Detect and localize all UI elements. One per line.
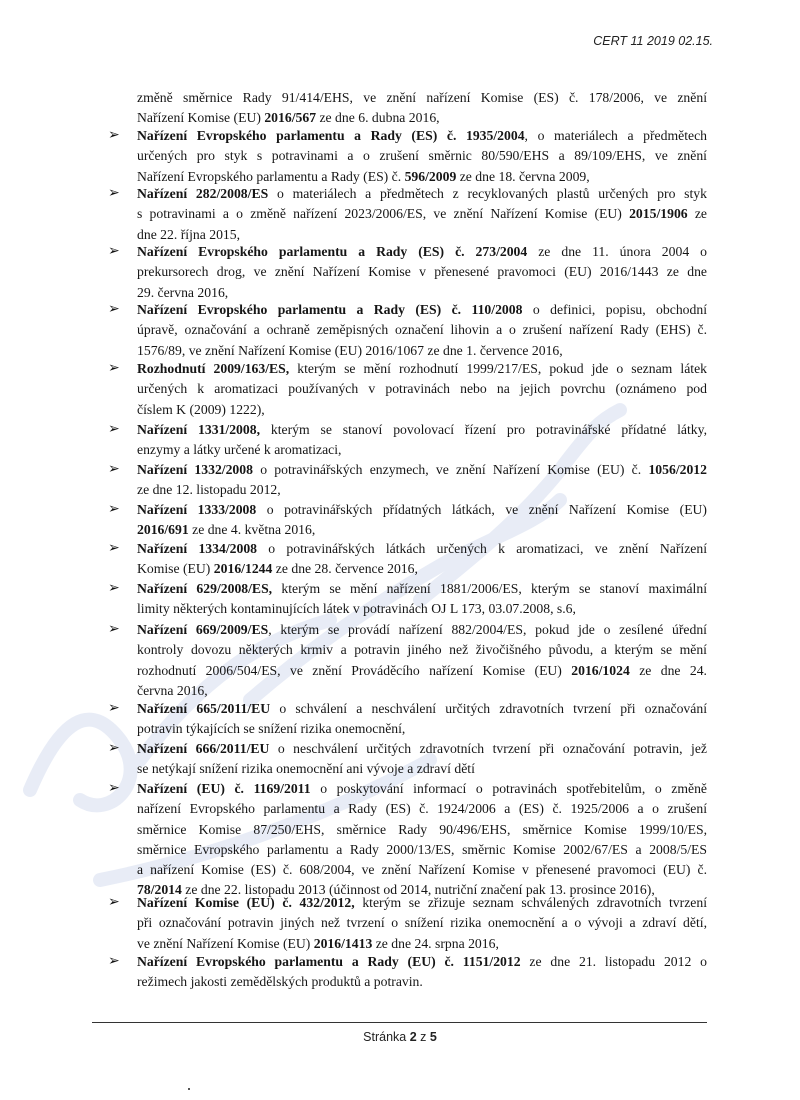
bullet-icon: ➢ (108, 361, 120, 376)
regulation-reference: Nařízení Evropského parlamentu a Rady (ES) č. 273/2004 (137, 244, 528, 259)
regulation-reference: Nařízení 1331/2008, (137, 422, 261, 437)
text-line (137, 359, 707, 379)
text-line (137, 400, 707, 420)
list-item (137, 420, 707, 461)
text-run: při označování potravin jiných než tvrzení o snížení rizika onemocnění a o vývoji a zdraví dětí, (137, 915, 707, 931)
text-run: , kterým se provádí nařízení 882/2004/ES, pokud jde o zesílené úřední (268, 622, 707, 637)
bullet-icon: ➢ (108, 781, 120, 796)
list-item (137, 184, 707, 245)
footer-prefix: Stránka (363, 1030, 410, 1044)
regulation-reference: 2016/567 (264, 110, 317, 126)
bullet-icon: ➢ (108, 462, 120, 477)
bullet-icon: ➢ (108, 741, 120, 756)
regulation-reference: Nařízení Komise (EU) č. 432/2012, (137, 895, 355, 910)
text-run: o schválení a neschválení určitých zdravotních tvrzení při označování (270, 701, 707, 716)
text-run: ze dne 28. července 2016, (272, 561, 418, 577)
text-line (137, 952, 707, 972)
text-run: ze dne 22. listopadu 2013 (účinnost od 2014, nutriční značení pak 13. prosince 2016), (181, 882, 655, 898)
text-line (137, 184, 707, 204)
bullet-icon: ➢ (108, 895, 120, 910)
bullet-icon: ➢ (108, 581, 120, 596)
text-run: o potravinářských přídatných látkách, ve znění Nařízení Komise (EU) (256, 502, 707, 517)
text-line (137, 599, 707, 619)
bullet-icon: ➢ (108, 244, 120, 259)
text-line (137, 440, 707, 460)
text-line (137, 719, 707, 739)
text-run: 29. června 2016, (137, 284, 229, 300)
text-run: rozhodnutí 2006/504/ES, ve znění Prováděcího nařízení Komise (EU) (137, 662, 572, 678)
text-line (137, 480, 707, 500)
text-run: změně směrnice Rady 91/414/EHS, ve znění nařízení Komise (ES) č. 178/2006, ve znění (137, 90, 707, 105)
regulation-reference: 596/2009 (404, 168, 457, 184)
footer-divider (92, 1022, 707, 1023)
text-line (137, 640, 707, 660)
text-run: směrnice Komise 87/250/EHS, směrnice Rady 90/496/EHS, směrnice Komise 1999/10/ES, (137, 821, 707, 837)
text-run: ze dne 24. srpna 2016, (372, 935, 499, 951)
text-run: potravin týkajících se snížení rizika onemocnění, (137, 721, 406, 737)
regulation-reference: Nařízení 1333/2008 (137, 502, 257, 517)
list-item (137, 359, 707, 420)
text-run: kterým se mění rozhodnutí 1999/217/ES, pokud jde o seznam látek (289, 361, 707, 376)
text-run: režimech jakosti zemědělských produktů a potravin. (137, 974, 423, 990)
bullet-icon: ➢ (108, 422, 120, 437)
text-run: limity některých kontaminujících látek v potravinách OJ L 173, 03.07.2008, s.6, (137, 601, 576, 617)
text-run: 1576/89, ve znění Nařízení Komise (EU) 2016/1067 ze dne 1. července 2016, (137, 342, 563, 358)
list-item (137, 500, 707, 541)
text-run: června 2016, (137, 682, 208, 698)
text-run: kontroly dovozu některých krmiv a potravin jiného než živočišného původu, a kterým se mění (137, 642, 707, 658)
footer-current-page: 2 (409, 1030, 417, 1044)
text-run: ze dne 18. června 2009, (456, 168, 590, 184)
text-run: kterým se zřizuje seznam schválených zdravotních tvrzení (354, 895, 707, 910)
regulation-reference: Nařízení 1334/2008 (137, 541, 258, 556)
text-line (137, 860, 707, 880)
list-item (137, 739, 707, 780)
regulation-reference: 2016/691 (137, 522, 189, 538)
footer-total-pages: 5 (429, 1030, 437, 1044)
text-line (137, 739, 707, 759)
text-run: kterým se stanoví povolovací řízení pro potravinářské přídatné látky, (260, 422, 707, 437)
text-run: ze dne 24. (629, 662, 707, 678)
text-run: enzymy a látky určené k aromatizaci, (137, 442, 342, 458)
text-line (137, 972, 707, 992)
list-item (137, 300, 707, 361)
list-item (137, 952, 707, 993)
text-run: prekursorech drog, ve znění Nařízení Komise v přenesené pravomoci (EU) 2016/1443 ze dne (137, 264, 707, 280)
text-line (137, 500, 707, 520)
bullet-icon: ➢ (108, 302, 120, 317)
regulation-reference: Nařízení 1332/2008 (137, 462, 253, 477)
regulation-reference: 1056/2012 (648, 462, 707, 477)
text-line (137, 300, 707, 320)
text-line (137, 420, 707, 440)
text-line (137, 460, 707, 480)
regulation-reference: Nařízení Evropského parlamentu a Rady (EU) č. 1151/2012 (137, 954, 521, 969)
regulation-reference: Nařízení 665/2011/EU (137, 701, 271, 716)
document-header: CERT 11 2019 02.15. (593, 34, 713, 48)
regulation-reference: 2015/1906 (629, 206, 688, 222)
bullet-icon: ➢ (108, 622, 120, 637)
regulation-reference: 2016/1244 (213, 561, 273, 577)
text-run: směrnice Evropského parlamentu a Rady 2000/13/ES, směrnic Komise 2002/67/ES a 2008/5/ES (137, 841, 707, 857)
text-line (137, 88, 707, 108)
text-run: ze dne 21. listopadu 2012 o (520, 954, 707, 969)
list-item (137, 699, 707, 740)
text-line (137, 520, 707, 540)
text-run: Nařízení Evropského parlamentu a Rady (ES) č. (137, 168, 405, 184)
regulation-reference: Nařízení Evropského parlamentu a Rady (ES) č. 1935/2004 (137, 128, 525, 143)
scan-speck (188, 1088, 190, 1090)
regulation-reference: Nařízení 666/2011/EU (137, 741, 270, 756)
text-run: , o materiálech a předmětech (524, 128, 707, 143)
text-run: určených pro styk s potravinami a o zrušení směrnic 80/590/EHS a 89/109/EHS, ve znění (137, 148, 707, 164)
text-line (137, 620, 707, 640)
bullet-icon: ➢ (108, 541, 120, 556)
text-line (137, 759, 707, 779)
list-item (137, 242, 707, 303)
regulation-reference: Nařízení 669/2009/ES (137, 622, 269, 637)
text-line (137, 262, 707, 282)
text-run: Nařízení Komise (EU) (137, 110, 265, 126)
text-line (137, 840, 707, 860)
text-run: ze dne 12. listopadu 2012, (137, 482, 281, 498)
text-line (137, 799, 707, 819)
text-line (137, 779, 707, 799)
regulation-reference: 2016/1024 (571, 662, 630, 678)
text-run: ze dne 11. února 2004 o (527, 244, 707, 259)
text-line (137, 204, 707, 224)
text-line (137, 379, 707, 399)
list-item (137, 126, 707, 187)
regulation-reference: 78/2014 (137, 882, 182, 898)
list-item (137, 460, 707, 501)
list-item (137, 893, 707, 954)
regulation-reference: Rozhodnutí 2009/163/ES, (137, 361, 290, 376)
bullet-icon: ➢ (108, 186, 120, 201)
text-line (137, 242, 707, 262)
text-run: o definici, popisu, obchodní (522, 302, 707, 317)
text-line (137, 341, 707, 361)
bullet-icon: ➢ (108, 128, 120, 143)
text-run: o materiálech a předmětech z recyklovaných plastů určených pro styk (268, 186, 707, 201)
text-run: dne 22. října 2015, (137, 226, 241, 242)
list-item (137, 88, 707, 129)
text-line (137, 559, 707, 579)
list-item (137, 779, 707, 901)
text-run: o potravinářských enzymech, ve znění Nařízení Komise (EU) č. (252, 462, 649, 477)
text-run: kterým se mění nařízení 1881/2006/ES, kterým se stanoví maximální (272, 581, 707, 596)
bullet-icon: ➢ (108, 701, 120, 716)
list-item (137, 620, 707, 701)
text-run: ze dne 6. dubna 2016, (316, 110, 440, 126)
text-line (137, 934, 707, 954)
text-line (137, 661, 707, 681)
text-line (137, 539, 707, 559)
text-run: nařízení Evropského parlamentu a Rady (ES) č. 1924/2006 a (ES) č. 1925/2006 a o zrušení (137, 801, 707, 817)
text-line (137, 893, 707, 913)
text-run: o poskytování informací o potravinách spotřebitelům, o změně (310, 781, 707, 796)
text-run: o potravinářských látkách určených k aromatizaci, ve znění Nařízení (257, 541, 707, 556)
text-line (137, 146, 707, 166)
text-run: ze (687, 206, 708, 222)
text-run: Komise (EU) (137, 561, 214, 577)
text-run: o neschválení určitých zdravotních tvrzení při označování potravin, jež (269, 741, 707, 756)
text-line (137, 126, 707, 146)
bullet-icon: ➢ (108, 954, 120, 969)
regulation-reference: Nařízení 629/2008/ES, (137, 581, 273, 596)
text-run: se netýkají snížení rizika onemocnění ani vývoje a zdraví dětí (137, 761, 475, 777)
text-run: úpravě, označování a ochraně zeměpisných označení lihovin a o zrušení nařízení Rady (EHS) č. (137, 322, 707, 338)
text-line (137, 820, 707, 840)
text-run: ze dne 4. května 2016, (188, 522, 316, 538)
regulation-reference: Nařízení Evropského parlamentu a Rady (ES) č. 110/2008 (137, 302, 523, 317)
list-item (137, 579, 707, 620)
regulation-reference: Nařízení 282/2008/ES (137, 186, 269, 201)
text-line (137, 699, 707, 719)
bullet-icon: ➢ (108, 502, 120, 517)
list-item (137, 539, 707, 580)
page-footer (0, 1030, 800, 1044)
text-run: určených k aromatizaci používaných v potravinách nebo na jejich povrchu (oznámeno pod (137, 381, 707, 397)
text-run: a nařízení Komise (ES) č. 608/2004, ve znění Nařízení Komise v přenesené pravomoci (EU) č. (137, 862, 707, 878)
text-run: ve znění Nařízení Komise (EU) (137, 935, 314, 951)
text-run: s potravinami a o změně nařízení 2023/2006/ES, ve znění Nařízení Komise (EU) (137, 206, 630, 222)
regulation-reference: 2016/1413 (313, 935, 373, 951)
text-line (137, 913, 707, 933)
text-line (137, 320, 707, 340)
regulation-reference: Nařízení (EU) č. 1169/2011 (137, 781, 311, 796)
footer-separator: z (416, 1030, 430, 1044)
text-line (137, 579, 707, 599)
text-run: číslem K (2009) 1222), (137, 401, 265, 417)
